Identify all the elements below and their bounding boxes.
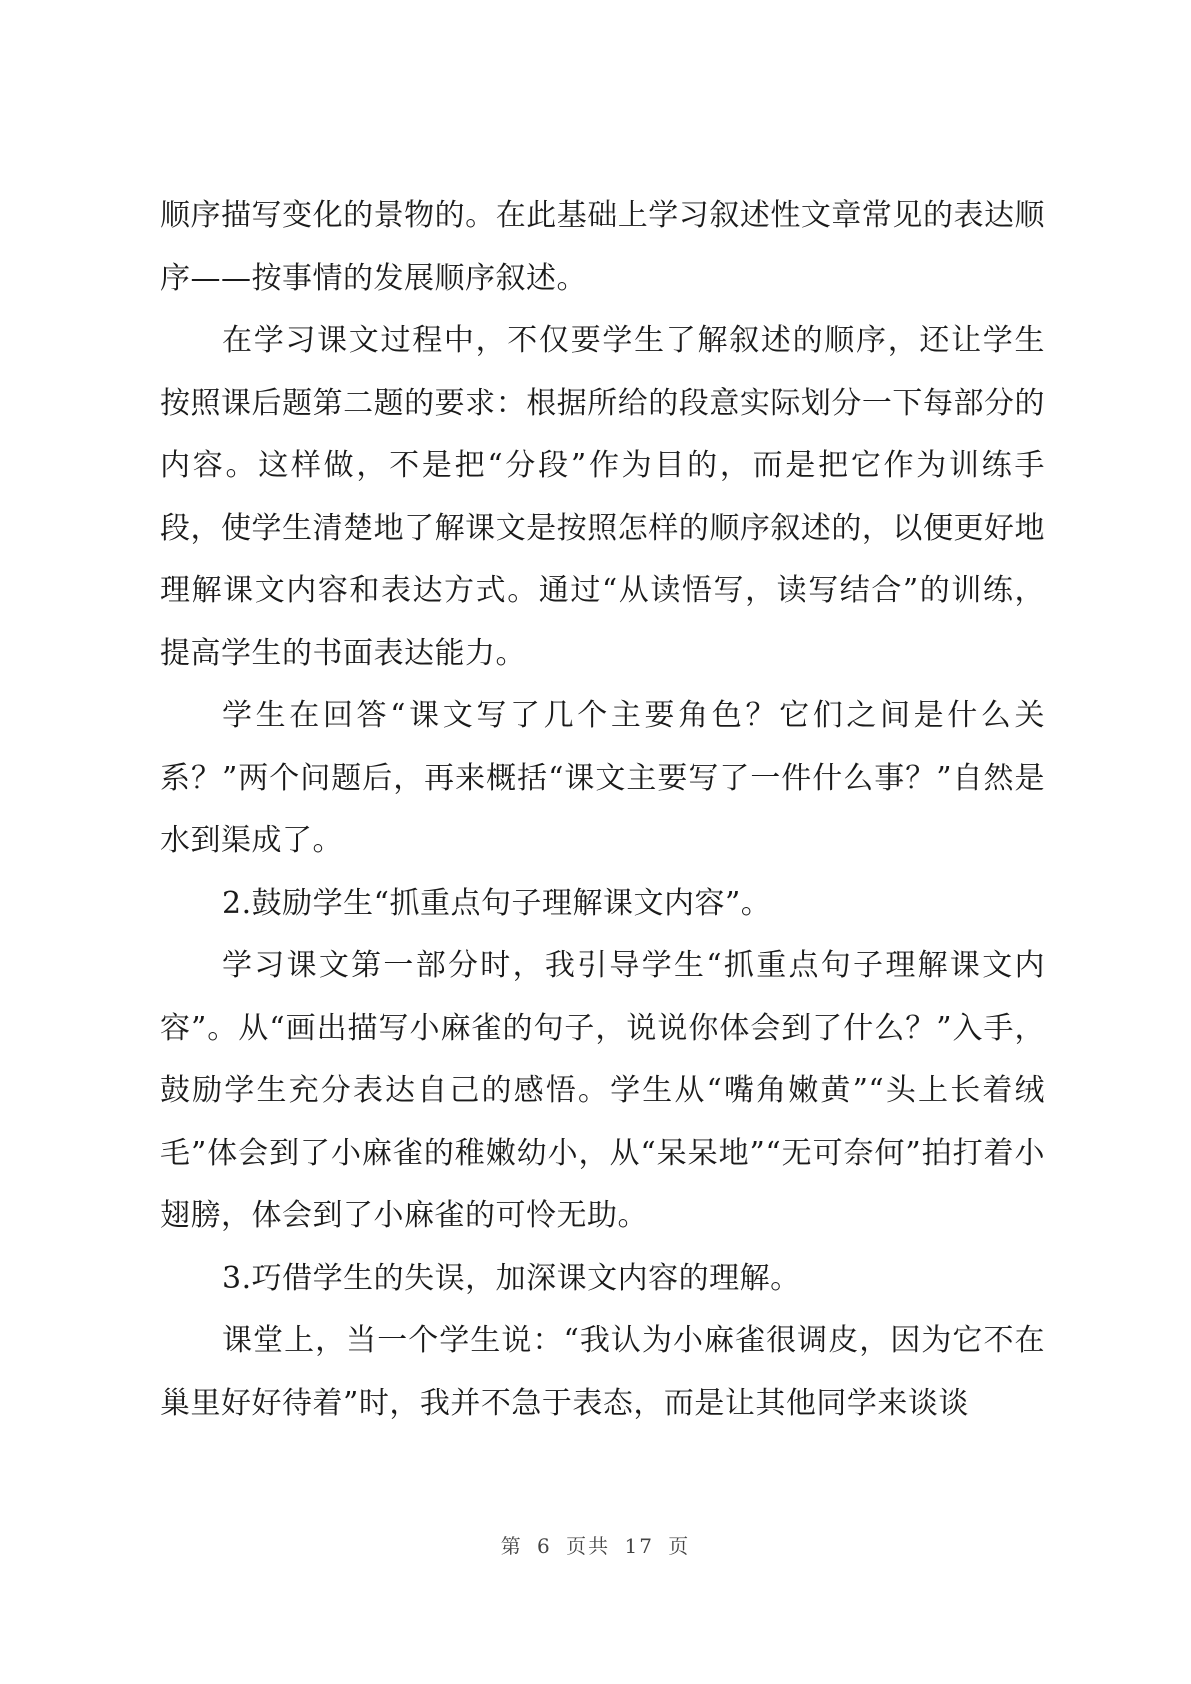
paragraph-3: 学生在回答“课文写了几个主要角色？它们之间是什么关系？”两个问题后，再来概括“课文主要写了一件什么事？”自然是水到渠成了。: [160, 698, 1045, 858]
page-number-footer: 第 6 页共 17 页: [500, 1534, 691, 1558]
paragraph-4-heading: 2.鼓励学生“抓重点句子理解课文内容”。: [222, 885, 772, 921]
paragraph-5: 学习课文第一部分时，我引导学生“抓重点句子理解课文内容”。从“画出描写小麻雀的句子，说说你体会到了什么？”入手，鼓励学生充分表达自己的感悟。学生从“嘴角嫩黄”“头上长着绒毛”体会到了小麻雀的稚嫩幼小，从“呆呆地”“无可奈何”拍打着小翅膀，体会到了小麻雀的可怜无助。: [160, 948, 1045, 1233]
paragraph-2: 在学习课文过程中，不仅要学生了解叙述的顺序，还让学生按照课后题第二题的要求：根据所给的段意实际划分一下每部分的内容。这样做，不是把“分段”作为目的，而是把它作为训练手段，使学生清楚地了解课文是按照怎样的顺序叙述的，以便更好地理解课文内容和表达方式。通过“从读悟写，读写结合”的训练，提高学生的书面表达能力。: [160, 323, 1045, 671]
paragraph-7: 课堂上，当一个学生说：“我认为小麻雀很调皮，因为它不在巢里好好待着”时，我并不急于表态，而是让其他同学来谈谈: [160, 1323, 1045, 1421]
document-body: [160, 185, 1045, 1435]
paragraph-6-heading: 3.巧借学生的失误，加深课文内容的理解。: [222, 1260, 801, 1296]
paragraph-1: 顺序描写变化的景物的。在此基础上学习叙述性文章常见的表达顺序——按事情的发展顺序叙述。: [160, 198, 1045, 296]
